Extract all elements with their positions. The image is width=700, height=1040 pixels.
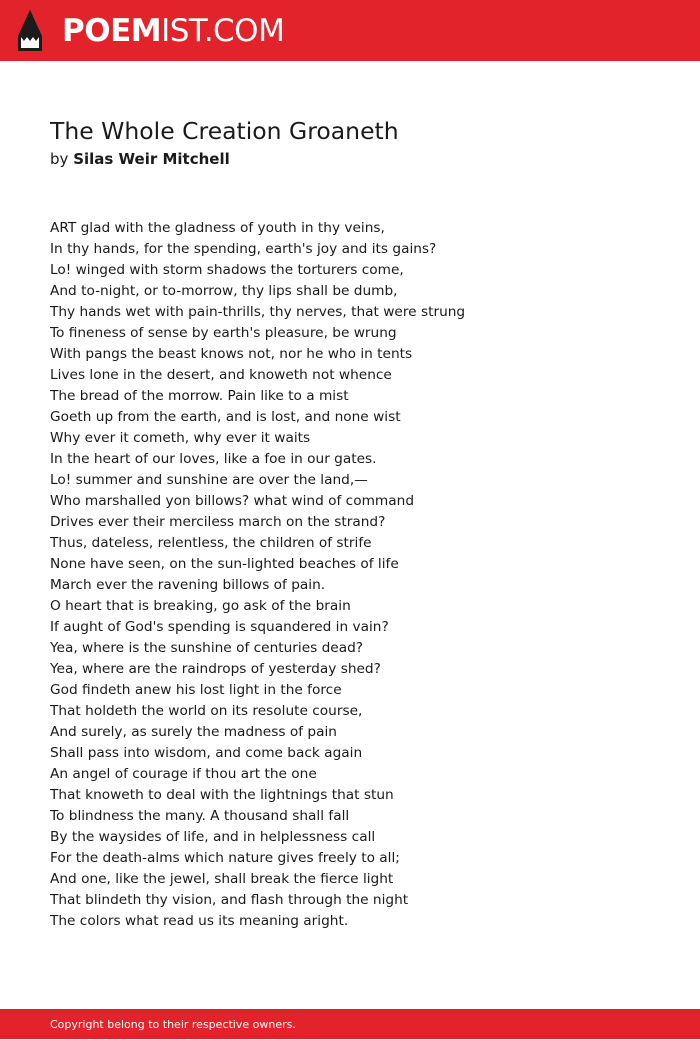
by-label: by: [50, 150, 69, 168]
poem-author: Silas Weir Mitchell: [73, 150, 230, 168]
poem-line: Drives ever their merciless march on the strand?: [50, 514, 386, 530]
site-header: [0, 0, 700, 61]
poem-line: In thy hands, for the spending, earth's joy and its gains?: [50, 241, 437, 257]
poem-line: O heart that is breaking, go ask of the brain: [50, 598, 351, 614]
poem-line: That blindeth thy vision, and flash through the night: [50, 892, 409, 908]
poem-line: That knoweth to deal with the lightnings that stun: [50, 787, 394, 803]
poem-title: The Whole Creation Groaneth: [50, 117, 399, 145]
poem-line: Yea, where is the sunshine of centuries dead?: [50, 640, 364, 656]
poem-line: Goeth up from the earth, and is lost, and none wist: [50, 409, 401, 425]
poem-line: And one, like the jewel, shall break the fierce light: [50, 871, 394, 887]
poem-line: If aught of God's spending is squandered in vain?: [50, 619, 389, 635]
poem-line: With pangs the beast knows not, nor he who in tents: [50, 346, 413, 362]
poem-line: The colors what read us its meaning aright.: [50, 913, 349, 929]
site-logo[interactable]: [62, 11, 284, 51]
poem-line: In the heart of our loves, like a foe in our gates.: [50, 451, 377, 467]
poem-line: By the waysides of life, and in helplessness call: [50, 829, 376, 845]
poem-line: None have seen, on the sun-lighted beaches of life: [50, 556, 399, 572]
poem-line: Why ever it cometh, why ever it waits: [50, 430, 311, 446]
poem-line: That holdeth the world on its resolute course,: [50, 703, 363, 719]
poem-line: Thy hands wet with pain-thrills, thy nerves, that were strung: [50, 304, 466, 320]
poem-line: To fineness of sense by earth's pleasure, be wrung: [50, 325, 397, 341]
poem-line: The bread of the morrow. Pain like to a mist: [50, 388, 349, 404]
poem-line: March ever the ravening billows of pain.: [50, 577, 326, 593]
poem-line: For the death-alms which nature gives freely to all;: [50, 850, 400, 866]
poem-line: And surely, as surely the madness of pain: [50, 724, 337, 740]
footer-copyright: Copyright belong to their respective owners.: [50, 1018, 296, 1031]
poem-line: Who marshalled yon billows? what wind of command: [50, 493, 415, 509]
poem-line: Lo! summer and sunshine are over the land,—: [50, 472, 368, 488]
poem-line: An angel of courage if thou art the one: [50, 766, 317, 782]
logo-name-bold: POEM: [62, 13, 162, 49]
poem-line: To blindness the many. A thousand shall fall: [50, 808, 350, 824]
site-footer: [0, 1009, 700, 1039]
poem-line: God findeth anew his lost light in the force: [50, 682, 342, 698]
poem-line: And to-night, or to-morrow, thy lips shall be dumb,: [50, 283, 398, 299]
poem-line: Thus, dateless, relentless, the children of strife: [50, 535, 372, 551]
poem-body: [50, 218, 670, 932]
poem-line: Shall pass into wisdom, and come back again: [50, 745, 363, 761]
poem-line: ART glad with the gladness of youth in thy veins,: [50, 220, 385, 236]
pencil-tip-icon: [18, 10, 42, 51]
logo-name-light: IST.COM: [161, 13, 285, 49]
poem-line: Lo! winged with storm shadows the torturers come,: [50, 262, 404, 278]
poem-line: Lives lone in the desert, and knoweth not whence: [50, 367, 392, 383]
poem-line: Yea, where are the raindrops of yesterday shed?: [50, 661, 381, 677]
poem-byline: [50, 148, 230, 170]
